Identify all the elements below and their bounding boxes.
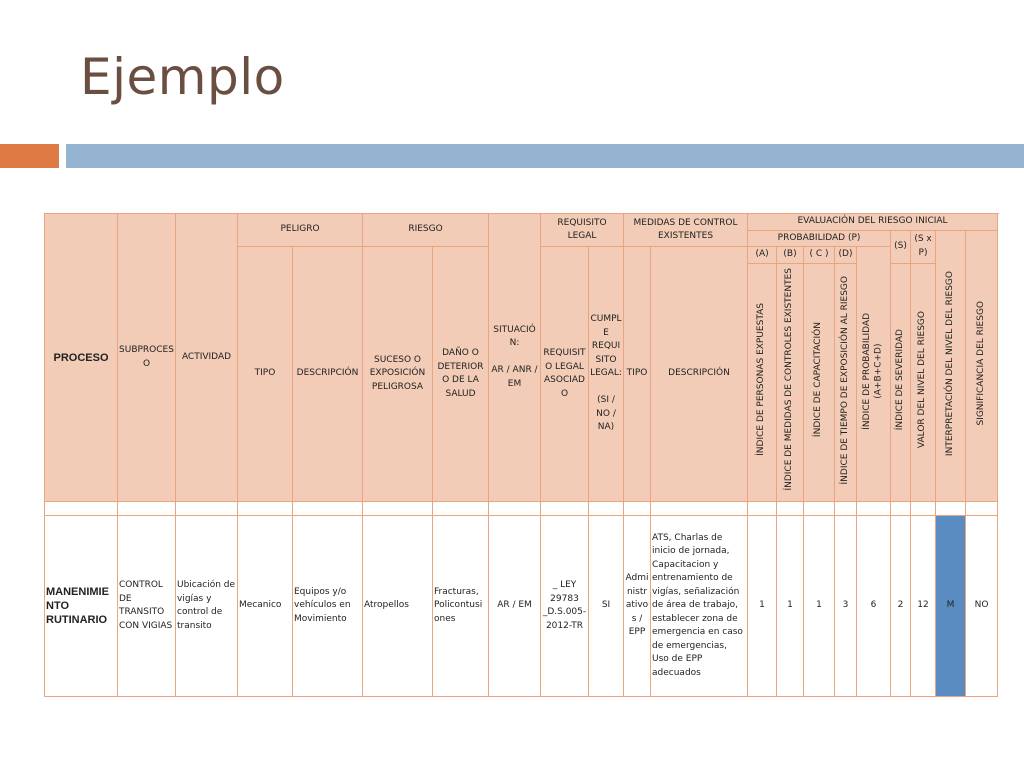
cell-severidad: 2 — [891, 516, 911, 697]
cell-actividad: Ubicación de vigías y control de transito — [176, 516, 238, 697]
cell-c: 1 — [804, 516, 835, 697]
header-significancia — [966, 230, 998, 502]
header-evaluacion: EVALUACIÓN DEL RIESGO INICIAL — [748, 214, 998, 231]
header-probabilidad: PROBABILIDAD (P) — [748, 230, 891, 247]
header-dano: DAÑO O DETERIORO DE LA SALUD — [433, 247, 489, 502]
cell-b: 1 — [777, 516, 804, 697]
header-indice-capacitacion-label: ÍNDICE DE CAPACITACIÓN — [813, 322, 824, 438]
header-requisito-legal: REQUISITO LEGAL — [541, 214, 624, 247]
header-indice-medidas — [777, 263, 804, 502]
header-descripcion-peligro: DESCRIPCIÓN — [293, 247, 363, 502]
header-significancia-label: SIGNIFICANCIA DEL RIESGO — [975, 300, 986, 426]
header-c: ( C ) — [804, 247, 835, 264]
header-tipo-medida: TIPO — [624, 247, 651, 502]
header-cumple: CUMPLE REQUISITO LEGAL: (SI / NO / NA) — [589, 247, 624, 502]
header-tipo-peligro: TIPO — [238, 247, 293, 502]
header-situacion: SITUACIÓN: AR / ANR / EM — [489, 214, 541, 502]
header-indice-severidad — [891, 263, 911, 502]
header-actividad: ACTIVIDAD — [176, 214, 238, 502]
header-riesgo: RIESGO — [363, 214, 489, 247]
table-row — [45, 516, 998, 697]
cell-cumple: SI — [589, 516, 624, 697]
title-divider-bar — [66, 144, 1024, 168]
header-indice-medidas-label: ÍNDICE DE MEDIDAS DE CONTROLES EXISTENTES — [784, 268, 795, 492]
cell-subproceso: CONTROL DE TRANSITO CON VIGIAS — [118, 516, 176, 697]
header-suceso: SUCESO O EXPOSICIÓN PELIGROSA — [363, 247, 433, 502]
cell-suceso: Atropellos — [363, 516, 433, 697]
cell-proceso: MANENIMIENTO RUTINARIO — [45, 516, 118, 697]
header-proceso: PROCESO — [45, 214, 118, 502]
header-indice-tiempo — [835, 263, 857, 502]
accent-bar — [0, 144, 59, 168]
risk-matrix-table — [44, 213, 998, 697]
header-requisito-asociado: REQUISITO LEGAL ASOCIADO — [541, 247, 589, 502]
cell-requisito: _ LEY 29783 _D.S.005-2012-TR — [541, 516, 589, 697]
cell-significancia: NO — [966, 516, 998, 697]
header-indice-personas — [748, 263, 777, 502]
header-valor-nivel-label: VALOR DEL NIVEL DEL RIESGO — [917, 311, 928, 449]
header-interpretacion — [936, 230, 966, 502]
header-s: (S) — [891, 230, 911, 263]
header-indice-personas-label: ÍNDICE DE PERSONAS EXPUESTAS — [756, 303, 767, 457]
header-peligro: PELIGRO — [238, 214, 363, 247]
header-indice-tiempo-label: ÍNDICE DE TIEMPO DE EXPOSICIÓN AL RIESGO — [839, 275, 850, 484]
cell-a: 1 — [748, 516, 777, 697]
cell-probabilidad: 6 — [857, 516, 891, 697]
header-descripcion-medida: DESCRIPCIÓN — [651, 247, 748, 502]
header-indice-severidad-label: ÍNDICE DE SEVERIDAD — [894, 329, 905, 431]
header-subproceso: SUBPROCESO — [118, 214, 176, 502]
header-b: (B) — [777, 247, 804, 264]
header-s-x-p: (S x P) — [911, 230, 936, 263]
header-indice-probabilidad — [857, 247, 891, 502]
cell-dano: Fracturas, Policontusiones — [433, 516, 489, 697]
header-valor-nivel — [911, 263, 936, 502]
cell-tipo-medida: Administrativos / EPP — [624, 516, 651, 697]
slide-title: Ejemplo — [80, 48, 285, 106]
spacer-row — [45, 502, 998, 516]
cell-situacion: AR / EM — [489, 516, 541, 697]
header-indice-probabilidad-label: ÍNDICE DE PROBABILIDAD (A+B+C+D) — [861, 313, 884, 430]
cell-tipo-peligro: Mecanico — [238, 516, 293, 697]
header-d: (D) — [835, 247, 857, 264]
cell-valor: 12 — [911, 516, 936, 697]
header-a: (A) — [748, 247, 777, 264]
cell-interpretacion: M — [936, 516, 966, 697]
cell-descripcion-medida: ATS, Charlas de inicio de jornada, Capacitacion y entrenamiento de vigías, señalización de área de trabajo, establecer zona de emergencia en caso de emergencias, Uso de EPP adecuados — [651, 516, 748, 697]
cell-d: 3 — [835, 516, 857, 697]
header-indice-capacitacion — [804, 263, 835, 502]
header-medidas-control: MEDIDAS DE CONTROL EXISTENTES — [624, 214, 748, 247]
cell-descripcion-peligro: Equipos y/o vehículos en Movimiento — [293, 516, 363, 697]
header-interpretacion-label: INTERPRETACIÓN DEL NIVEL DEL RIESGO — [944, 270, 955, 456]
